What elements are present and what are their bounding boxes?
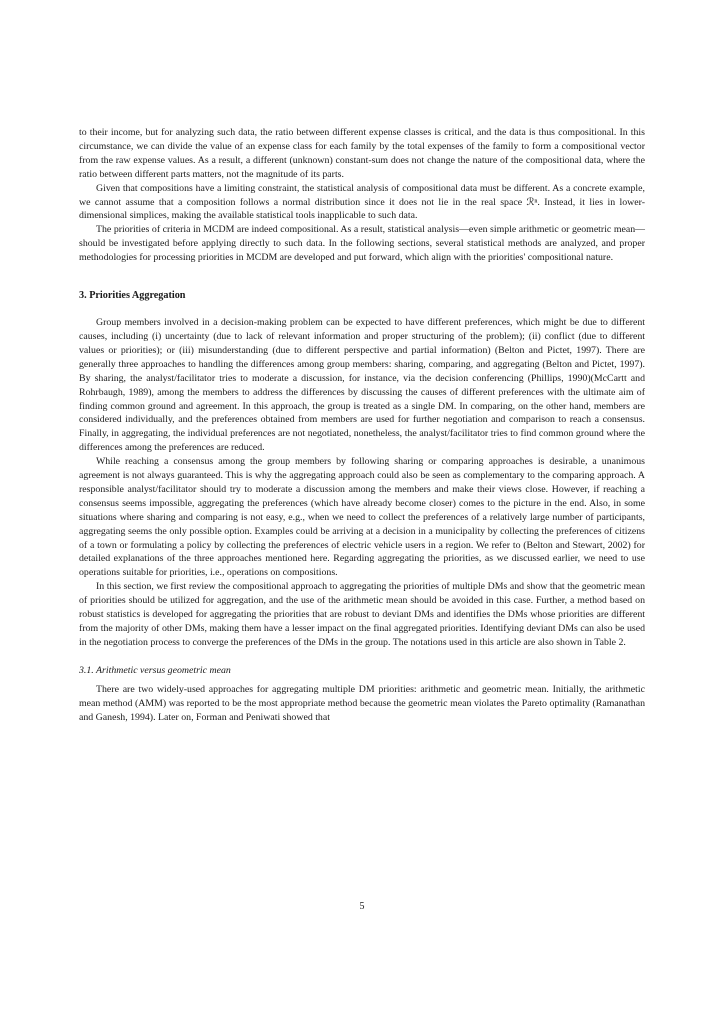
section3-paragraph-group-members: Group members involved in a decision-making problem can be expected to have different preferences, which might be due to different causes, including (i) uncertainty (due to lack of relevant information and proper structuring of the problem); (ii) conflict (due to different values or priorities); or (iii) misunderstanding (due to different perspective and partial information) (Belton and Pictet, 1997). There are generally three approaches to handling the differences among group members: sharing, comparing, and aggregating (Belton and Pictet, 1997). By sharing, the analyst/facilitator tries to moderate a discussion, for instance, via the decision conferencing (Phillips, 1990)(McCartt and Rohrbaugh, 1989), among the members to address the differences by discussing the causes of different preferences with the ultimate aim of finding common ground and agreement. In this approach, the group is treated as a single DM. In comparing, on the other hand, members are considered individually, and the preferences obtained from members are used for further negotiation and comparison to reach a consensus. Finally, in aggregating, the individual preferences are not negotiated, nonetheless, the analyst/facilitator tries to find common ground where the differences among the preferences are reduced. bbox=[79, 317, 645, 454]
section-heading-priorities-aggregation: 3. Priorities Aggregation bbox=[79, 290, 186, 302]
intro-paragraph-mcdm-priorities: The priorities of criteria in MCDM are indeed compositional. As a result, statistical analysis—even simple arithmetic or geometric mean—should be investigated before applying directly to such data. In the following sections, several statistical methods are analyzed, and proper methodologies for processing priorities in MCDM are developed and put forward, which align with the priorities' compositional nature. bbox=[79, 224, 645, 264]
subsection31-paragraph-approaches: There are two widely-used approaches for aggregating multiple DM priorities: arithmetic and geometric mean. Initially, the arithmetic mean method (AMM) was reported to be the most appropriate method because the geometric mean violates the Pareto optimality (Ramanathan and Ganesh, 1994). Later on, Forman and Peniwati showed that bbox=[79, 683, 645, 723]
intro-paragraph-continued: to their income, but for analyzing such data, the ratio between different expense classes is critical, and the data is thus compositional. In this circumstance, we can divide the value of an expense class for each family by the total expenses of the family to form a compositional vector from the raw expense values. As a result, a different (unknown) constant-sum does not change the nature of the compositional data, where the ratio between different parts matters, not the magnitude of its parts. bbox=[79, 127, 645, 180]
intro-paragraph-compositions-constraint: Given that compositions have a limiting constraint, the statistical analysis of compositional data must be different. As a concrete example, we cannot assume that a composition follows a normal distribution since it does not lie in the real space ℛⁿ. Instead, it lies in lower-dimensional simplices, making the available statistical tools inapplicable to such data. bbox=[79, 182, 645, 222]
subsection-heading-arithmetic-vs-geometric: 3.1. Arithmetic versus geometric mean bbox=[79, 664, 231, 676]
page-number: 5 bbox=[359, 901, 365, 912]
section3-paragraph-overview: In this section, we first review the compositional approach to aggregating the priorities of multiple DMs and show that the geometric mean of priorities should be utilized for aggregation, and the use of the arithmetic mean should be avoided in this case. Further, a method based on robust statistics is developed for aggregating the priorities that are robust to deviant DMs and identifies the DMs whose priorities are different from the majority of other DMs, making them have a lesser impact on the final aggregated priorities. Identifying deviant DMs can also be used in the negotiation process to converge the preferences of the DMs in the group. The notations used in this article are also shown in Table 2. bbox=[79, 581, 645, 648]
page-body bbox=[79, 126, 645, 725]
section3-paragraph-consensus: While reaching a consensus among the group members by following sharing or comparing approaches is desirable, a unanimous agreement is not always guaranteed. This is why the aggregating approach could also be seen as complementary to the comparing approach. A responsible analyst/facilitator should try to moderate a discussion among the members and make their views close. However, if reaching a consensus seems impossible, aggregating the preferences (which have already become closer) comes to the picture in the end. Also, in some situations where sharing and comparing is not easy, e.g., when we need to collect the preferences of a relatively large number of participants, aggregating seems the only possible option. Examples could be arriving at a decision in a municipality by collecting the preferences of citizens of a town or formulating a policy by collecting the preferences of electric vehicle users in a region. We refer to (Belton and Stewart, 2002) for detailed explanations of the three approaches mentioned here. Regarding aggregating the priorities, as we discussed earlier, we need to use operations suitable for priorities, i.e., operations on compositions. bbox=[79, 456, 645, 579]
